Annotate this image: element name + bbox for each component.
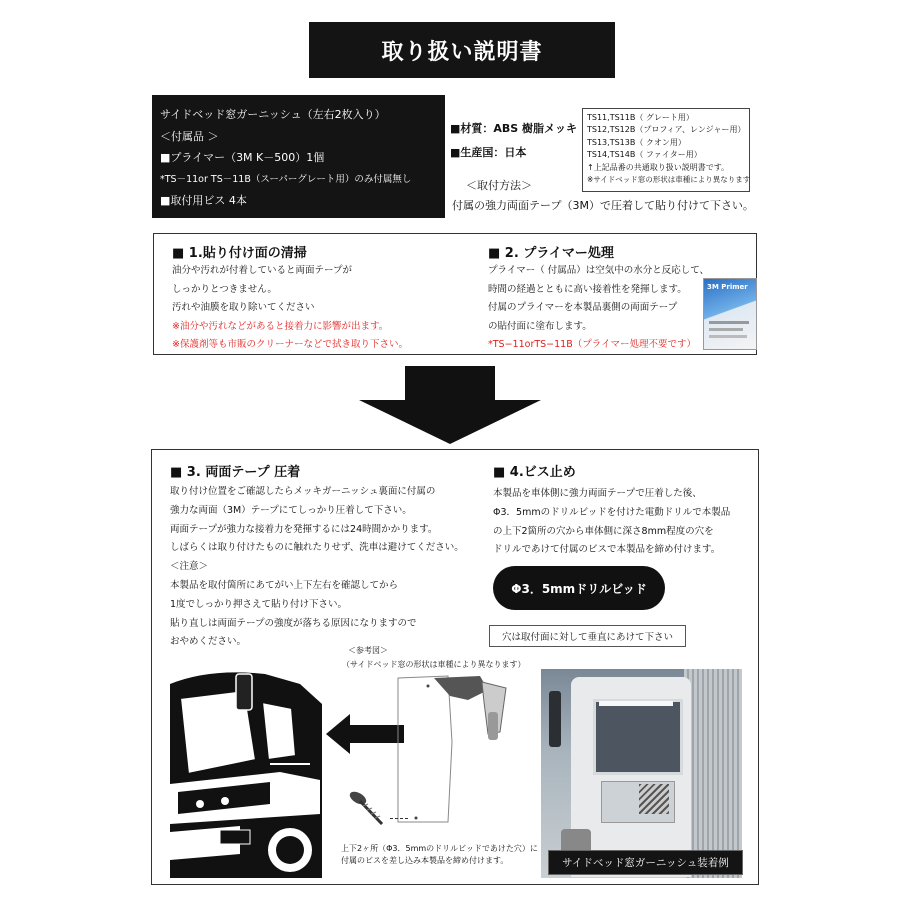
- step2-line: の貼付面に塗布します。: [488, 320, 592, 332]
- step1-line: 汚れや油膜を取り除いてください: [172, 302, 315, 313]
- step2-line: 時間の経過とともに高い接着性を発揮します。: [488, 283, 687, 295]
- step2-line: 付属のプライマーを本製品裏側の両面テープ: [488, 302, 678, 313]
- step3-line: 貼り直しは両面テープの強度が落ちる原因になりますので: [170, 617, 417, 629]
- step4-line: Φ3．5mmのドリルビッドを付けた電動ドリルで本製品: [493, 506, 731, 518]
- method-heading: ＜取付方法＞: [466, 179, 532, 192]
- garnish-outline-diagram: [388, 672, 508, 832]
- drill-bit-label: Φ3．5mmドリルビッド: [493, 566, 665, 610]
- primer-packet-image: [703, 278, 757, 350]
- screws-item: ■取付用ビス 4本: [160, 194, 247, 207]
- model-item: TS12,TS12B（プロフィア、レンジャー用）: [587, 125, 746, 135]
- step1-title: ■ 1.貼り付け面の清掃: [172, 246, 307, 261]
- step3-line: 強力な両面（3M）テープにてしっかり圧着して下さい。: [170, 504, 412, 516]
- down-arrow-icon: [359, 366, 541, 444]
- truck-illustration: [170, 664, 322, 878]
- reference-note: （サイドベッド窓の形状は車種により異なります）: [342, 660, 526, 669]
- screw-icon: [348, 788, 388, 828]
- step4-title: ■ 4.ビス止め: [493, 465, 576, 480]
- step2-line: プライマー（ 付属品）は空気中の水分と反応して、: [488, 265, 710, 276]
- reference-bottom-text: [341, 843, 538, 867]
- method-text: 付属の強力両面テープ（3M）で圧着して貼り付けて下さい。: [452, 199, 754, 212]
- accessories-heading: ＜付属品 ＞: [160, 129, 219, 143]
- origin: ■生産国：日本: [450, 146, 527, 159]
- photo-caption: サイドベッド窓ガーニッシュ装着例: [548, 850, 743, 875]
- model-item: TS11,TS11B（ グレート用）: [587, 113, 694, 122]
- step3-body: [170, 483, 464, 652]
- model-list: [582, 108, 750, 192]
- step4-body: [493, 485, 730, 560]
- step2-title: ■ 2. プライマー処理: [488, 246, 614, 261]
- reference-title: ＜参考図＞: [348, 646, 388, 655]
- model-item: TS14,TS14B（ ファイター用）: [587, 150, 702, 160]
- step1-red-line: ※保護剤等も市販のクリーナーなどで拭き取り下さい。: [172, 339, 408, 350]
- step2-red-line: *TS−11orTS−11B（プライマー処理不要です）: [488, 339, 696, 350]
- reference-bottom-line: 上下2ヶ所（Φ3．5mmのドリルビッドであけた穴）に: [341, 844, 538, 853]
- model-item: TS13,TS13B（ クオン用）: [587, 137, 686, 147]
- primer-item: ■プライマー（3M K－500）1個: [160, 151, 325, 164]
- reference-bottom-line: 付属のビスを差し込み本製品を締め付けます。: [341, 856, 509, 865]
- product-name: サイドベッド窓ガーニッシュ（左右2枚入り）: [160, 108, 386, 121]
- installation-photo: [541, 669, 742, 878]
- step3-line: しばらくは取り付けたものに触れたりせず、洗車は避けてください。: [170, 542, 464, 554]
- step1-line: しっかりとつきません。: [172, 283, 277, 295]
- step4-line: ドリルであけて付属のビスで本製品を締め付けます。: [493, 544, 721, 556]
- step4-line: の上下2箇所の穴から車体側に深さ8mm程度の穴を: [493, 525, 714, 537]
- step1-red-line: ※油分や汚れなどがあると接着力に影響が出ます。: [172, 320, 389, 332]
- step3-line: 取り付け位置をご確認したらメッキガーニッシュ裏面に付属の: [170, 486, 436, 497]
- primer-note: *TS－11or TS－11B（スーパーグレート用）のみ付属無し: [160, 173, 412, 185]
- step3-title: ■ 3. 両面テープ 圧着: [170, 465, 301, 480]
- model-item: ※サイドベッド窓の形状は車種により異なります: [587, 175, 751, 185]
- step3-line: おやめください。: [170, 636, 247, 648]
- step3-line: 本製品を取付箇所にあてがい上下左右を確認してから: [170, 579, 399, 591]
- step1-line: 油分や汚れが付着していると両面テープが: [172, 265, 353, 276]
- screw-guide-line: [390, 818, 408, 819]
- primer-packet-label: 3M Primer: [707, 283, 748, 291]
- step3-line: 1度でしっかり押さえて貼り付け下さい。: [170, 598, 348, 610]
- drill-note: 穴は取付面に対して垂直にあけて下さい: [489, 625, 686, 647]
- product-spec-box: [152, 95, 445, 218]
- step1-body: [172, 262, 408, 355]
- model-item: ↑上記品番の共通取り扱い説明書です。: [587, 162, 730, 172]
- step3-line: ＜注意＞: [170, 561, 209, 573]
- material: ■材質：ABS 樹脂メッキ: [450, 122, 578, 135]
- step4-line: 本製品を車体側に強力両面テープで圧着した後、: [493, 488, 702, 499]
- step3-line: 両面テープが強力な接着力を発揮するには24時間かかります。: [170, 523, 438, 535]
- page-title: 取り扱い説明書: [309, 22, 615, 78]
- step2-body: [488, 262, 709, 355]
